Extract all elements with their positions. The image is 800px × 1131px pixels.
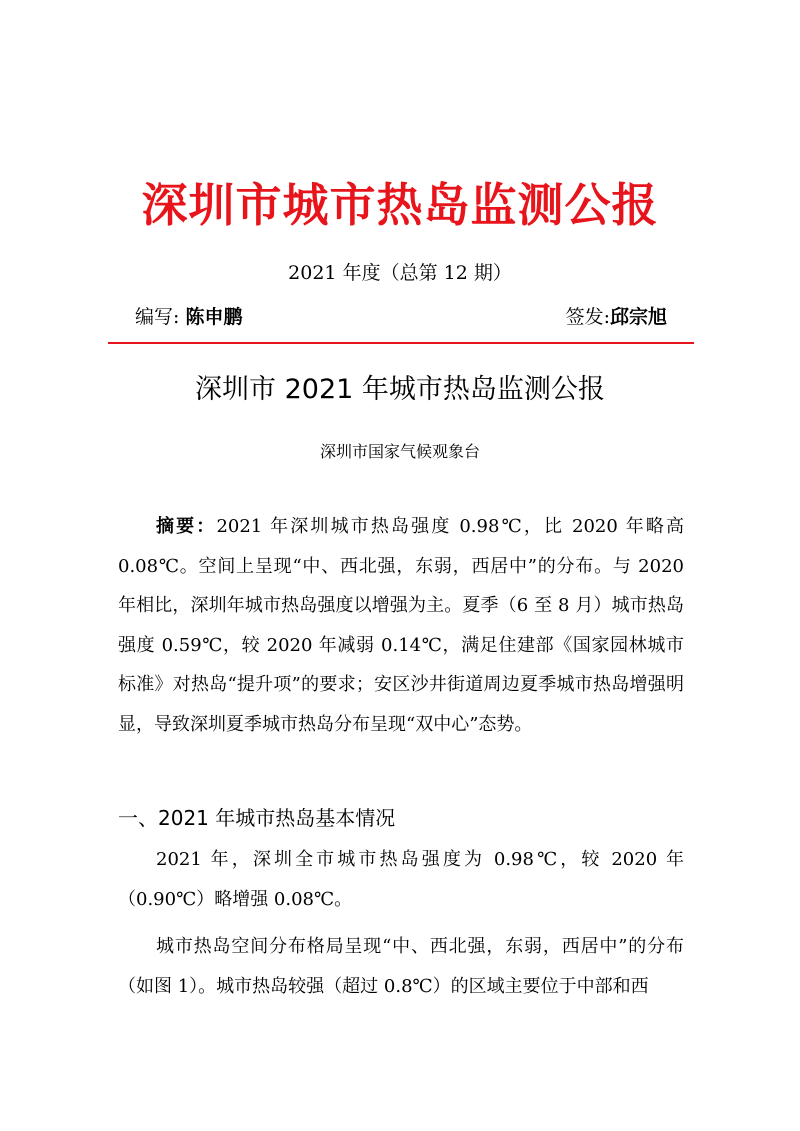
issue-number: 2021 年度（总第 12 期） — [288, 262, 512, 284]
body-paragraph: 2021 年，深圳全市城市热岛强度为 0.98℃，较 2020 年（0.90℃）略增强 0.08℃。 — [118, 849, 684, 910]
section-heading: 一、2021 年城市热岛基本情况 — [118, 806, 396, 830]
abstract-text: 2021 年深圳城市热岛强度 0.98℃，比 2020 年略高 0.08℃。空间上呈现“中、西北强，东弱，西居中”的分布。与 2020 年相比，深圳年城市热岛强度以增强为主。夏季（6 至 8 月）城市热岛强度 0.59℃，较 2020 年减弱 0.14℃，满足住建部《国家园林城市标准》对热岛“提升项”的要求；安区沙井街道周边夏季城市热岛增强明显，导致深圳夏季城市热岛分布呈现“双中心”态势。 — [118, 516, 685, 735]
report-title: 深圳市 2021 年城市热岛监测公报 — [195, 374, 605, 405]
signer-line — [566, 304, 667, 330]
header-divider — [108, 342, 694, 344]
body-paragraph: 城市热岛空间分布格局呈现“中、西北强，东弱，西居中”的分布（如图 1）。城市热岛较强（超过 0.8℃）的区域主要位于中部和西 — [118, 936, 684, 997]
editor-name: 陈申鹏 — [185, 306, 243, 328]
signer-name: 邱宗旭 — [609, 306, 667, 328]
abstract-label: 摘要： — [156, 516, 217, 537]
editor-line — [135, 304, 242, 330]
editor-label: 编写: — [135, 306, 180, 328]
abstract-paragraph — [118, 507, 684, 744]
signer-label: 签发: — [565, 306, 610, 328]
bulletin-masthead-title: 深圳市城市热岛监测公报 — [141, 178, 659, 232]
issuing-organization: 深圳市国家气候观象台 — [319, 442, 480, 461]
